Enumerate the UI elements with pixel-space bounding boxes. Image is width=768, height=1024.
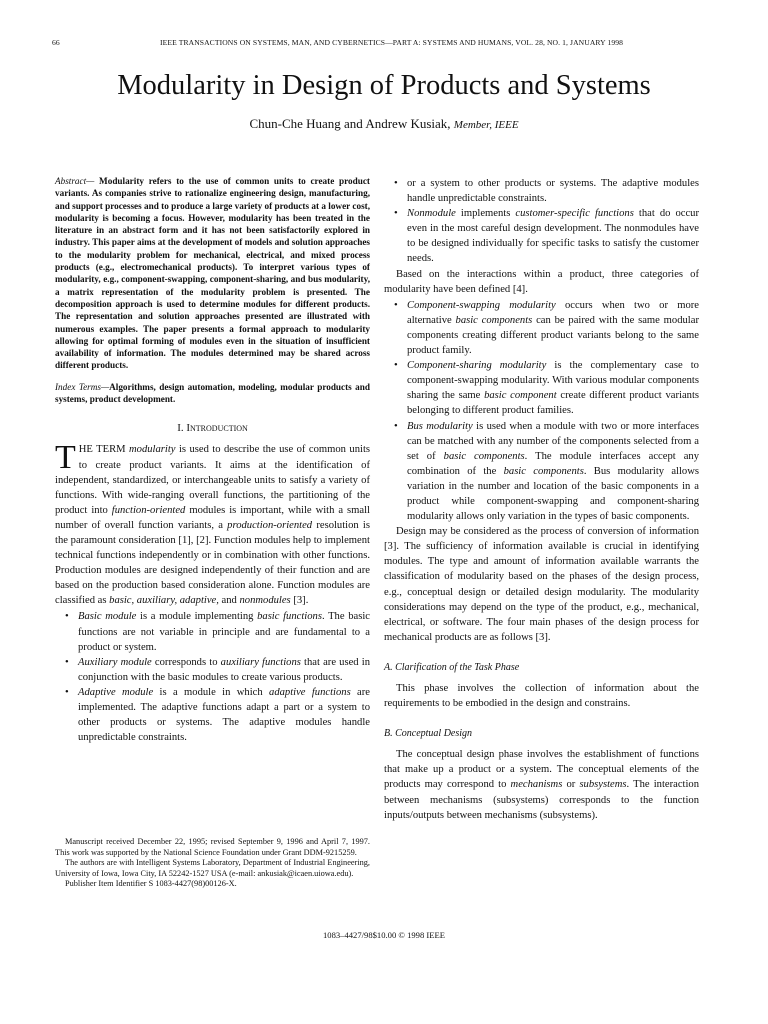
term: adaptive functions [269,686,351,698]
text-run: modules is important, while with a small number of overall function variants, a [55,504,370,531]
section-number: I. [177,422,184,435]
term: Component-swapping modularity [407,299,556,311]
term: function-oriented [111,504,186,516]
subsection-heading-a: A. Clarification of the Task Phase [384,661,520,673]
list-item [384,419,699,525]
subsection-heading-b: B. Conceptual Design [384,728,473,740]
text-run: is used when a module with two or more interfaces can be matched with any number of the components selected from a set of [407,420,699,462]
text-run: . The interaction between mechanisms (subsystems) corresponds to the function inputs/outputs between mechanisms (subsystems). [384,779,700,821]
continued-text: or a system to other products or systems. The adaptive modules handle unpredictable constraints. [407,178,699,205]
term: Basic module [78,611,137,623]
left-column [55,175,370,745]
term: subsystems [579,779,627,791]
abstract-label: Abstract— [55,176,95,186]
paragraph [384,747,699,822]
text-run: that do occur even in the most careful design development. The nonmodules have to be designed individually for specific tasks to satisfy the customer needs. [407,208,700,265]
term: Adaptive module [78,686,154,698]
abstract [55,175,370,372]
term: basic components [503,465,584,477]
module-list [55,609,370,745]
term: Component-sharing modularity [407,360,547,372]
term: basic component [484,390,557,402]
footnote-identifier: Publisher Item Identifier S 1083-4427(98)00126-X. [65,879,237,888]
paragraph: Design may be considered as the process of conversion of information [3]. The sufficiency of information available is crucial in identifying modules. The type and amount of information available warrants the classification of modularity based on the phases of the design process, e.g., conceptual design or detailed design modularity. The modularity considerations may depend on the type of the product, e.g., mechanical, electrical, or software. The four main phases of the design process for mechanical products are as follows [3]. [384,526,699,643]
abstract-text: Modularity refers to the use of common units to create product variants. As companies strive to rationalize engineering design, manufacturing, and support processes and to produce a large variety of products at a lower cost, modularity is becoming a focus. However, modularity has been treated in the literature in an abstract form and it has not been satisfactorily explored in industry. This paper aims at the development of models and solution approaches to the modularity problem for mechanical, electrical, and mixed process products (e.g., electromechanical products). To interpret various types of modularity, e.g., component-swapping, component-sharing, and bus modularity, a matrix representation of the modularity problem is presented. The decomposition approach is used to determine modules for different products. The representation and solution approaches presented are illustrated with numerous examples. The paper presents a formal approach to modularity allowing for optimal forming of modules even in the situation of insufficient availability of information. The modules determined may be shared across different products. [55,176,370,371]
modularity-category-list [384,298,699,524]
list-item [384,358,699,418]
paper-title: Modularity in Design of Products and Systems [117,70,651,101]
term: Bus modularity [407,420,473,432]
paragraph: This phase involves the collection of information about the requirements to be embodied in the design and constrains. [384,683,699,710]
author-membership: Member, IEEE [453,119,519,131]
term: Nonmodule [407,208,456,220]
text-run: implements [455,208,516,220]
list-item [55,685,370,745]
index-terms [55,381,370,406]
term: basic components [455,314,533,326]
text-run: or [562,779,580,791]
list-item [384,298,699,358]
list-item [384,176,699,206]
footnote-affiliation: The authors are with Intelligent Systems Laboratory, Department of Industrial Engineering, University of Iowa, Iowa City, IA 52242-1527 USA (e-mail: ankusiak@icaen.uiowa.edu). [55,858,370,878]
module-list-continued [384,176,699,267]
term: production-oriented [227,519,313,531]
text-run: create different product variants belonging to different product families. [407,390,700,417]
footnote-manuscript: Manuscript received December 22, 1995; revised September 9, 1996 and April 7, 1997. This work was supported by the National Science Foundation under Grant DDM-9215259. [55,837,370,857]
text-run: The conceptual design phase involves the establishment of functions that make up a product or a system. The conceptual elements of the products may correspond to [384,749,699,791]
right-column [384,175,699,823]
text-run: are implemented. The adaptive functions adapt a part or a system to other products or systems. The adaptive modules handle unpredictable constraints. [78,686,370,744]
term: auxiliary functions [220,656,301,668]
text-run: . Bus modularity allows variation in the number and location of the basic components in a product while component-swapping and component-sharing modularity allows only variation in the types of basic components. [407,465,699,523]
text-run: . The module interfaces accept any combination of the [407,450,699,477]
text-run: [3]. [290,595,309,607]
intro-paragraph [55,439,371,608]
text-run: . The basic functions are not variable in principle and are fundamental to a product or system. [78,611,370,653]
text-run: is a module in which [153,686,270,698]
list-item [55,609,370,654]
running-head: IEEE TRANSACTIONS ON SYSTEMS, MAN, AND CYBERNETICS—PART A: SYSTEMS AND HUMANS, VOL. 28, NO. 1, JANUARY 1998 [160,38,624,47]
authors [0,116,768,132]
copyright-footer: 1083–4427/98$10.00 © 1998 IEEE [322,930,446,940]
text-run: is a module implementing [136,611,258,623]
term: customer-specific functions [515,208,634,220]
section-title: Introduction [186,422,248,435]
text-run: can be paired with the same modular components creating different product variants belong to the same product family. [407,314,699,357]
text-run: is the complementary case to component-swapping modularity. With various modular components sharing the same [407,360,699,402]
paragraph: Based on the interactions within a product, three categories of modularity have been defined [4]. [384,268,699,295]
term: basic components [443,450,525,462]
drop-cap: T [55,439,76,477]
text-run: that are used in conjunction with the basic modules to create various products. [78,656,370,683]
text-run: resolution is the paramount consideration [1], [2]. Function modules help to implement technical functions independently or in combination with other functions. Production modules are designed independently of their function and are based on the production based consideration alone. Function modules are classified as [55,519,371,607]
term: nonmodules [239,595,291,607]
text-run: occurs when two or more alternative [407,299,699,326]
text-run: corresponds to [151,656,221,668]
term: Auxiliary module [78,656,152,668]
text-run: is used to describe the use of common units to create product variants. It aims at the identification of independent, standardized, or interchangeable units to satisfy a variety of functions. With wide-ranging overall functions, the partitioning of the product into [55,444,371,516]
page-number: 66 [52,38,60,47]
footnote [55,837,370,890]
term: basic functions [257,611,322,623]
list-item [384,206,699,266]
section-heading [55,421,370,436]
index-terms-text: Algorithms, design automation, modeling, modular products and systems, product development. [55,381,370,405]
term: basic, auxiliary, adaptive, [109,595,219,607]
term: mechanisms [510,779,563,791]
text-run: and [218,595,240,607]
list-item [55,655,370,685]
index-terms-label: Index Terms— [55,381,110,392]
term: modularity [129,444,176,456]
text-run: HE TERM [78,444,130,456]
author-names: Chun-Che Huang and Andrew Kusiak, [249,116,451,131]
